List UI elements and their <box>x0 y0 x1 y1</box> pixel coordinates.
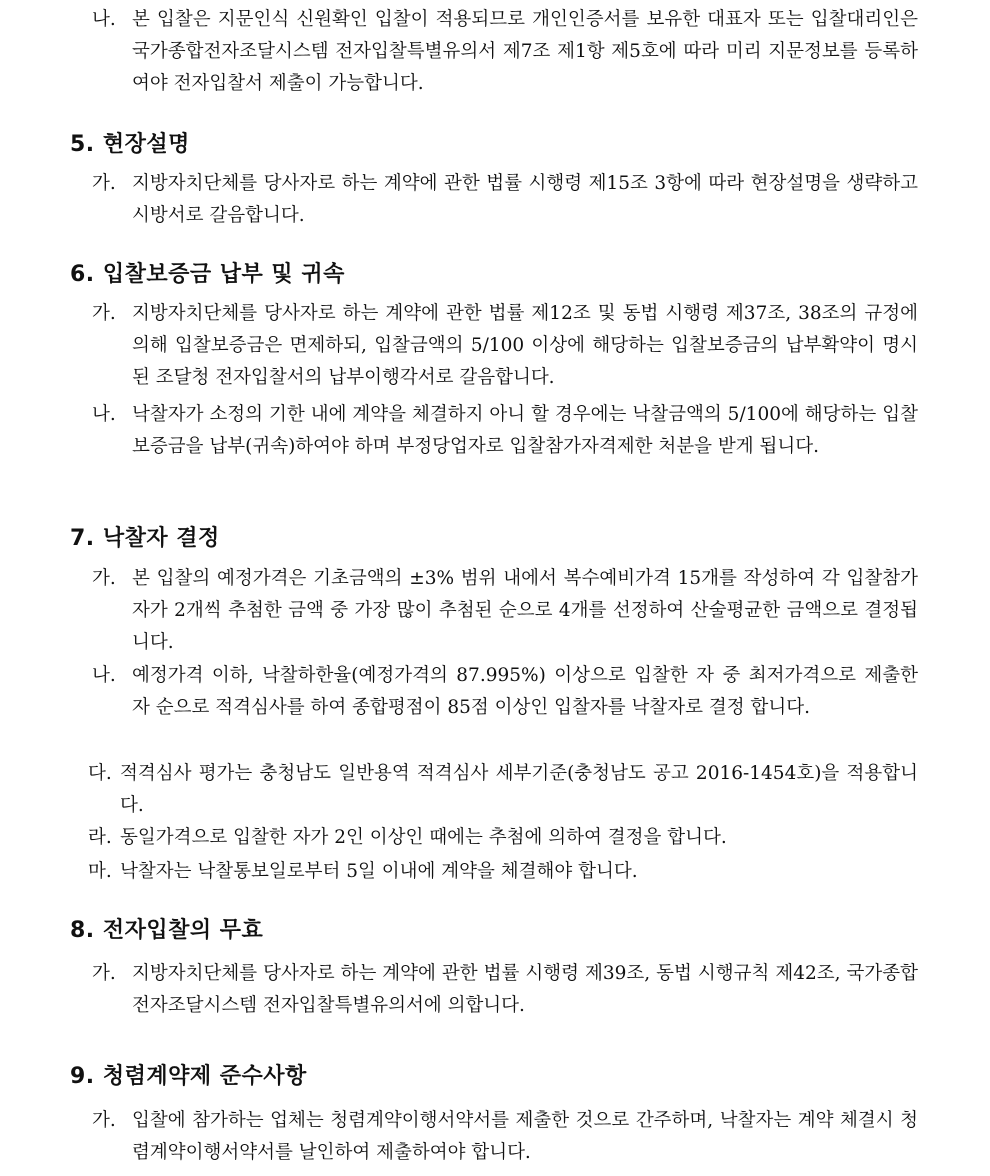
item-label: 나. <box>92 9 116 30</box>
section-heading-8: 8. 전자입찰의 무효 <box>70 918 264 943</box>
section-heading-5: 5. 현장설명 <box>70 132 190 157</box>
section-heading-6: 6. 입찰보증금 납부 및 귀속 <box>70 262 345 287</box>
item-label: 나. <box>92 404 116 425</box>
item-text: 지방자치단체를 당사자로 하는 계약에 관한 법률 제12조 및 동법 시행령 제37조, 38조의 규정에 의해 입찰보증금은 면제하되, 입찰금액의 5/100 이상에 해당하는 입찰보증금의 납부확약이 명시된 조달청 전자입찰서의 납부이행각서로 갈음합니다. <box>132 303 918 388</box>
item-text: 입찰에 참가하는 업체는 청렴계약이행서약서를 제출한 것으로 간주하며, 낙찰자는 계약 체결시 청렴계약이행서약서를 날인하여 제출하여야 합니다. <box>132 1110 918 1163</box>
intro-item <box>92 4 918 100</box>
section-6-item-na <box>92 399 918 463</box>
item-text: 본 입찰은 지문인식 신원확인 입찰이 적용되므로 개인인증서를 보유한 대표자 또는 입찰대리인은 국가종합전자조달시스템 전자입찰특별유의서 제7조 제1항 제5호에 따라 미리 지문정보를 등록하여야 전자입찰서 제출이 가능합니다. <box>132 9 918 94</box>
item-text: 동일가격으로 입찰한 자가 2인 이상인 때에는 추첨에 의하여 결정을 합니다. <box>120 827 727 848</box>
item-text: 낙찰자는 낙찰통보일로부터 5일 이내에 계약을 체결해야 합니다. <box>120 861 638 882</box>
item-label: 가. <box>92 963 116 984</box>
item-label: 가. <box>92 303 116 324</box>
section-5-item-ga <box>92 168 918 232</box>
item-label: 나. <box>92 665 116 686</box>
item-label: 가. <box>92 1110 116 1131</box>
section-7-item-da <box>88 758 918 822</box>
section-7-item-ma <box>88 856 918 888</box>
section-8-item-ga <box>92 958 918 1022</box>
section-7-item-ga <box>92 563 918 659</box>
item-text: 본 입찰의 예정가격은 기초금액의 ±3% 범위 내에서 복수예비가격 15개를 작성하여 각 입찰참가자가 2개씩 추첨한 금액 중 가장 많이 추첨된 순으로 4개를 선정하여 산술평균한 금액으로 결정됩니다. <box>132 568 918 653</box>
item-text: 지방자치단체를 당사자로 하는 계약에 관한 법률 시행령 제15조 3항에 따라 현장설명을 생략하고 시방서로 갈음합니다. <box>132 173 918 226</box>
item-label: 마. <box>88 861 112 882</box>
item-text: 예정가격 이하, 낙찰하한율(예정가격의 87.995%) 이상으로 입찰한 자 중 최저가격으로 제출한 자 순으로 적격심사를 하여 종합평점이 85점 이상인 입찰자를 낙찰자로 결정 합니다. <box>132 665 918 718</box>
section-7-item-ra <box>88 822 918 854</box>
section-heading-7: 7. 낙찰자 결정 <box>70 526 220 551</box>
item-label: 가. <box>92 568 116 589</box>
item-label: 라. <box>88 827 112 848</box>
section-9-item-ga <box>92 1105 918 1169</box>
section-7-item-na <box>92 660 918 724</box>
item-label: 다. <box>88 763 112 784</box>
item-text: 적격심사 평가는 충청남도 일반용역 적격심사 세부기준(충청남도 공고 2016-1454호)을 적용합니다. <box>120 763 918 816</box>
item-label: 가. <box>92 173 116 194</box>
item-text: 지방자치단체를 당사자로 하는 계약에 관한 법률 시행령 제39조, 동법 시행규칙 제42조, 국가종합전자조달시스템 전자입찰특별유의서에 의합니다. <box>132 963 918 1016</box>
item-text: 낙찰자가 소정의 기한 내에 계약을 체결하지 아니 할 경우에는 낙찰금액의 5/100에 해당하는 입찰보증금을 납부(귀속)하여야 하며 부정당업자로 입찰참가자격제한 처분을 받게 됩니다. <box>132 404 918 457</box>
section-heading-9: 9. 청렴계약제 준수사항 <box>70 1064 307 1089</box>
section-6-item-ga <box>92 298 918 394</box>
